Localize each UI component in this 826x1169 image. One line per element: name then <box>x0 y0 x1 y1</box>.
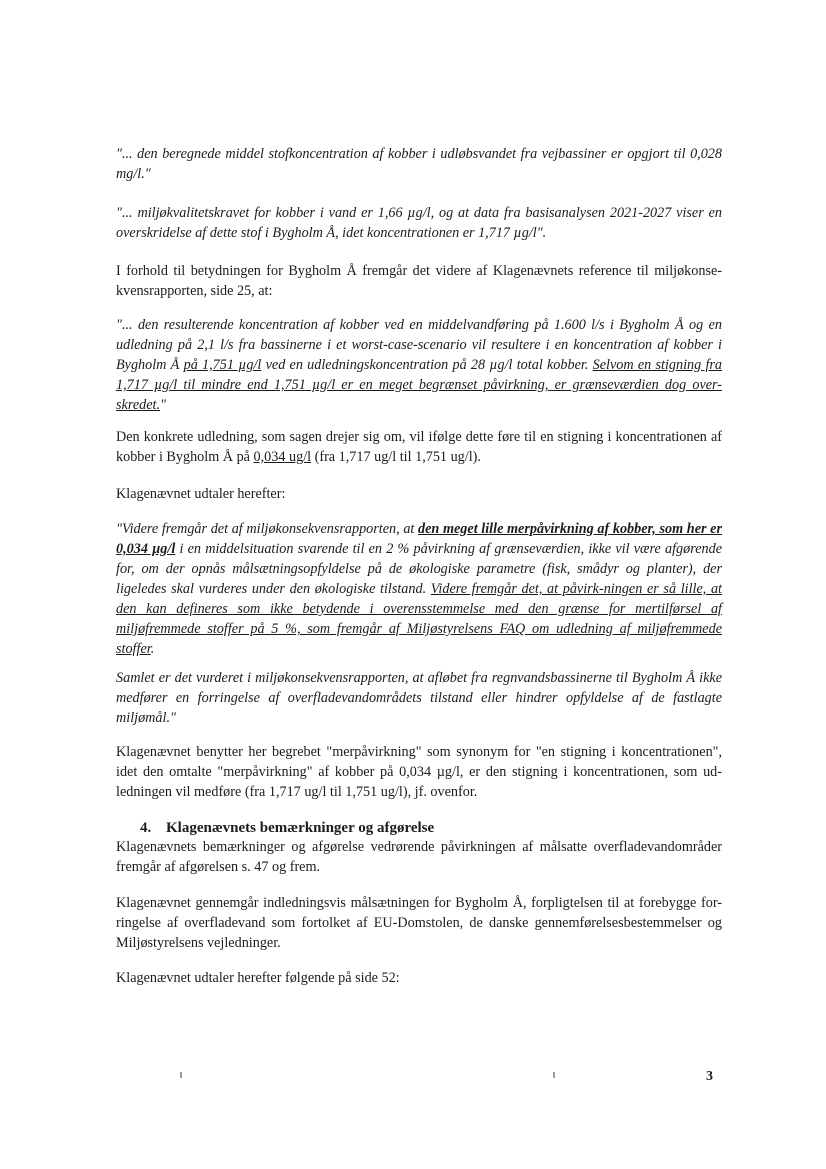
quote-additional-impact <box>116 519 722 659</box>
paragraph-board-statement: Klagenævnet udtaler herefter følgende på side 52: <box>116 970 400 986</box>
text-segment: . <box>150 641 155 657</box>
underlined-segment: 0,034 ug/l <box>253 449 312 465</box>
paragraph-board-remarks: Klagenævnets bemærkninger og afgørelse vedrørende påvirkningen af målsatte overfladevandområder fremgår af afgørelsen s. 47 og frem. <box>116 839 722 875</box>
quote-copper-concentration: "... den beregnede middel stofkoncentration af kobber i udløbsvandet fra vejbassiner er opgjort til 0,028 mg/l." <box>116 146 722 182</box>
bold-underlined-segment: den meget lille merpåvirkning af kobber, som her er 0,034 µg/l <box>116 521 722 557</box>
scan-artifact <box>553 1072 555 1078</box>
text-segment: ved en udledningskoncentration på 28 µg/l total kobber. <box>261 357 593 373</box>
paragraph-reference-report: I forhold til betydningen for Bygholm Å fremgår det videre af Klagenævnets reference til miljøkonse-kvensrapporten, side 25, at: <box>116 263 722 299</box>
paragraph-board-states: Klagenævnet udtaler herefter: <box>116 486 286 502</box>
section-title: Klagenævnets bemærkninger og afgørelse <box>166 820 435 836</box>
quote-resulting-concentration <box>116 315 722 415</box>
underlined-segment: på 1,751 µg/l <box>183 357 262 373</box>
underlined-segment: Videre fremgår det, at påvirk-ningen er så lille, at den kan defineres som ikke betydende i overensstemmelse med den grænse for mertilførsel af miljøfremmede stoffer på 5 %, som fremgår af Miljøstyrelsens FAQ om udledning af miljøfremmede stoffer <box>116 581 722 657</box>
text-segment: "... den resulterende koncentration af kobber ved en middelvandføring på 1.600 l/s i Bygholm Å og en udledning på 2,1 l/s fra bassinerne i et worst-case-scenario vil resultere i en koncentration af kobber i Bygholm Å <box>116 317 722 373</box>
section-heading <box>140 818 720 838</box>
paragraph-concrete-discharge <box>116 427 722 467</box>
text-segment: " <box>160 397 166 413</box>
paragraph-term-definition: Klagenævnet benytter her begrebet "merpåvirkning" som synonym for "en stigning i koncentrationen", idet den omtalte "merpåvirkning" af kobber på 0,034 µg/l, er den stigning i koncentrationen, som ud-ledningen vil medføre (fra 1,717 ug/l til 1,751 ug/l), jf. ovenfor. <box>116 744 722 800</box>
text-segment: i en middelsituation svarende til en 2 % påvirkning af grænseværdien, ikke vil være afgørende for, om der opnås målsætningsopfyldelse på de økologiske parametre (fisk, smådyr og planter), der ligeledes skal vurderes under den økologiske tilstand. <box>116 541 722 597</box>
text-segment: "Videre fremgår det af miljøkonsekvensrapporten, at <box>116 521 419 537</box>
underlined-segment: Selvom en stigning fra 1,717 µg/l til mindre end 1,751 µg/l er en meget begrænset påvirkning, er grænseværdien dog over-skredet. <box>116 357 722 413</box>
section-number: 4. <box>140 820 152 836</box>
scan-artifact <box>180 1072 182 1078</box>
quote-environmental-quality-standard: "... miljøkvalitetskravet for kobber i vand er 1,66 µg/l, og at data fra basisanalysen 2021-2027 viser en overskridelse af dette stof i Bygholm Å, idet koncentrationen er 1,717 µg/l". <box>116 205 722 241</box>
page-number: 3 <box>706 1069 713 1084</box>
paragraph-board-review: Klagenævnet gennemgår indledningsvis målsætningen for Bygholm Å, forpligtelsen til at forebygge for-ringelse af overfladevand som fortolket af EU-Domstolen, de danske gennemførelsesbestemmelser og Miljøstyrelsens vejledninger. <box>116 895 722 951</box>
text-segment: (fra 1,717 ug/l til 1,751 ug/l). <box>311 449 481 465</box>
quote-overall-assessment: Samlet er det vurderet i miljøkonsekvensrapporten, at afløbet fra regnvandsbassinerne til Bygholm Å ikke medfører en forringelse af overfladevandområdets tilstand eller hindrer opfyldelse af de fastlagte miljømål." <box>116 670 722 726</box>
text-segment: Den konkrete udledning, som sagen drejer sig om, vil ifølge dette føre til en stigning i koncentrationen af kobber i Bygholm Å på <box>116 429 722 465</box>
